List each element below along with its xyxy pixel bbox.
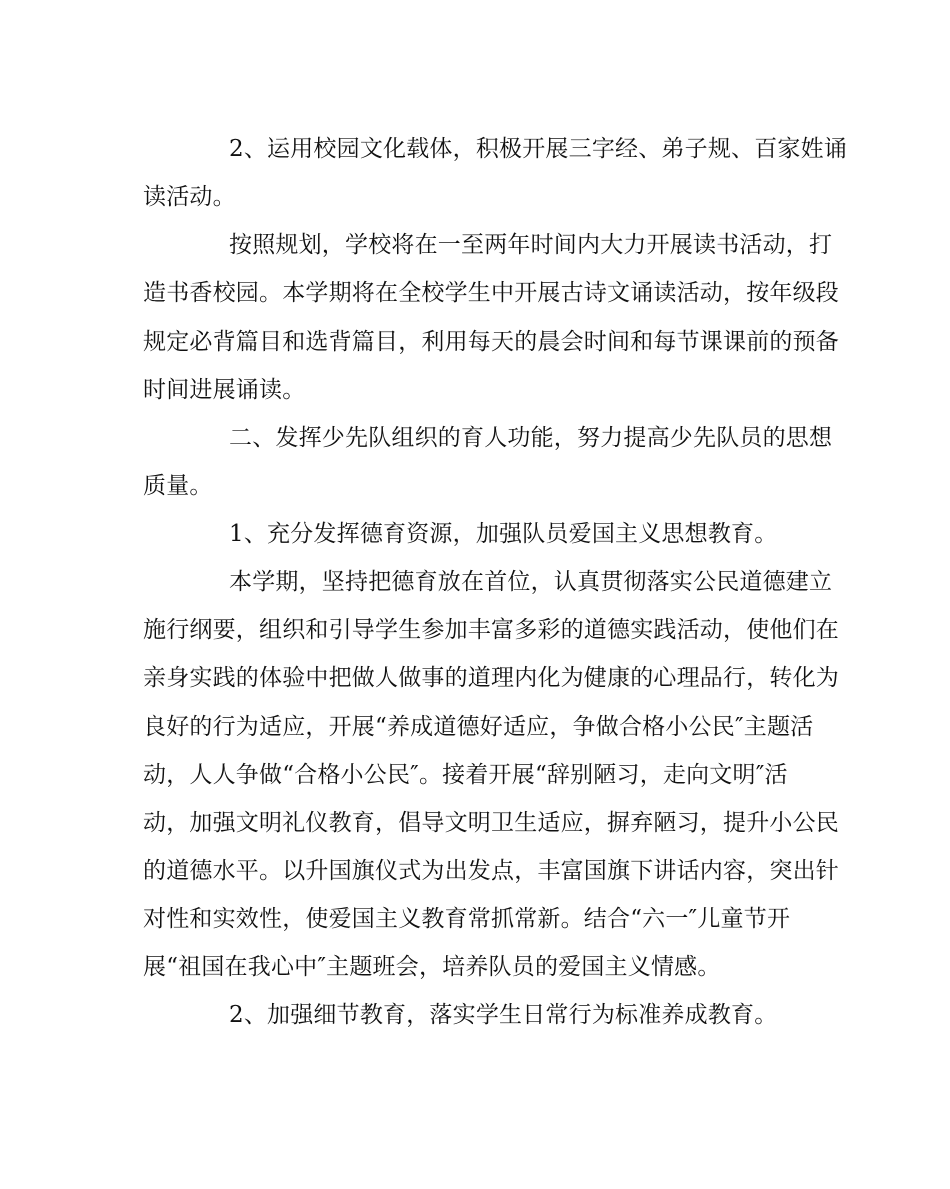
text-line: 良好的行为适应，开展“养成道德好适应，争做合格小公民″主题活 [143, 714, 814, 740]
text-line: 二、发挥少先队组织的育人功能，努力提高少先队员的思想 [229, 425, 833, 451]
text-line: 按照规划，学校将在一至两年时间内大力开展读书活动，打 [229, 232, 833, 258]
text-line: 造书香校园。本学期将在全校学生中开展古诗文诵读活动，按年级段 [143, 280, 839, 306]
text-line: 时间进展诵读。 [143, 377, 306, 403]
text-line: 动，加强文明礼仪教育，倡导文明卫生适应，摒弃陋习，提升小公民 [143, 810, 839, 836]
text-line: 的道德水平。以升国旗仪式为出发点，丰富国旗下讲话内容，突出针 [143, 858, 839, 884]
text-line: 读活动。 [143, 184, 236, 210]
text-line: 1、充分发挥德育资源，加强队员爱国主义思想教育。 [229, 521, 778, 547]
text-line: 2、运用校园文化载体，积极开展三字经、弟子规、百家姓诵 [229, 136, 848, 162]
text-line: 亲身实践的体验中把做人做事的道理内化为健康的心理品行，转化为 [143, 665, 839, 691]
text-line: 施行纲要，组织和引导学生参加丰富多彩的道德实践活动，使他们在 [143, 617, 839, 643]
text-line: 规定必背篇目和选背篇目，利用每天的晨会时间和每节课课前的预备 [143, 329, 839, 355]
text-line: 质量。 [143, 473, 213, 499]
text-line: 2、加强细节教育，落实学生日常行为标准养成教育。 [229, 1002, 778, 1028]
text-line: 本学期，坚持把德育放在首位，认真贯彻落实公民道德建立 [229, 569, 833, 595]
text-line: 展“祖国在我心中″主题班会，培养队员的爱国主义情感。 [143, 954, 721, 980]
text-line: 动，人人争做“合格小公民″。接着开展“辞别陋习，走向文明″活 [143, 762, 788, 788]
text-line: 对性和实效性，使爱国主义教育常抓常新。结合“六一″儿童节开 [143, 906, 791, 932]
